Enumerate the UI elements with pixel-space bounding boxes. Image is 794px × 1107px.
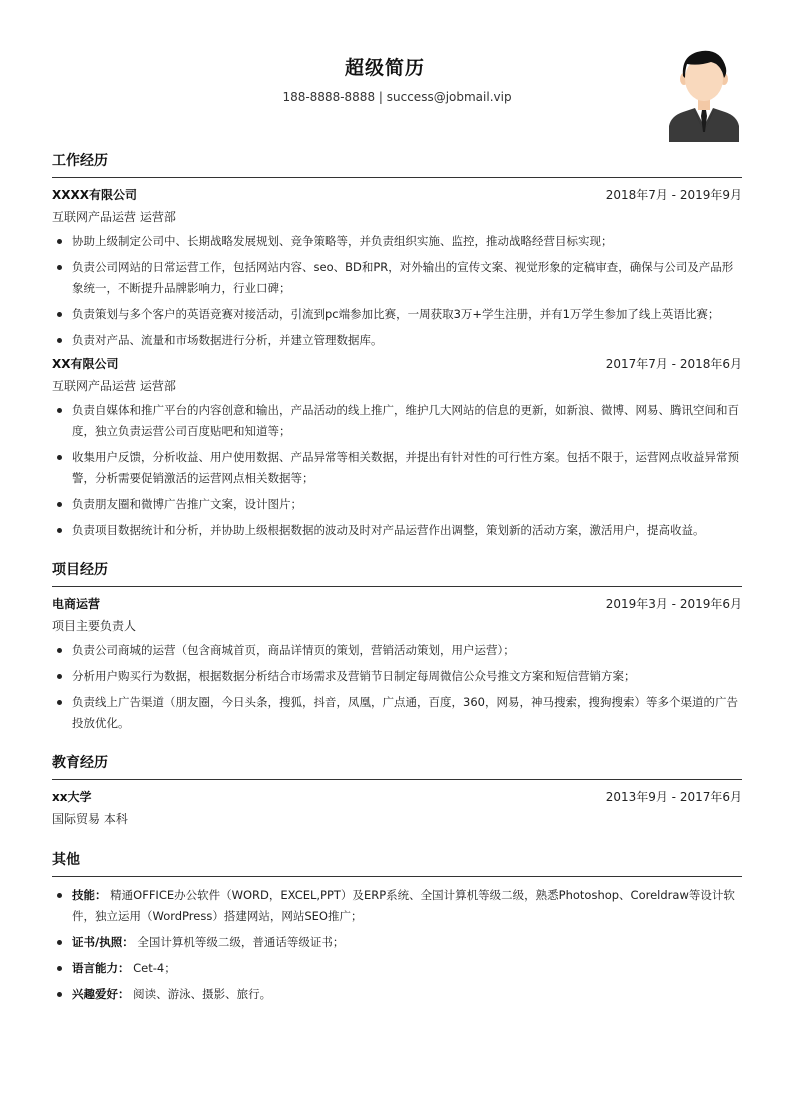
list-item — [52, 494, 742, 515]
list-item — [52, 932, 742, 953]
bullet-list — [52, 885, 742, 1005]
job-role: 互联网产品运营 运营部 — [52, 379, 176, 393]
list-item — [52, 640, 742, 661]
bullet-text: 收集用户反馈，分析收益、用户使用数据、产品异常等相关数据，并提出有针对性的可行性方案。包括不限于，运营网点收益异常预警，分析需要促销激活的运营网点相关数据等； — [72, 450, 739, 485]
list-item — [52, 958, 742, 979]
education-entry — [52, 789, 742, 827]
list-item — [52, 666, 742, 687]
bullet-icon — [57, 648, 62, 653]
bullet-text: 负责自媒体和推广平台的内容创意和输出，产品活动的线上推广，维护几大网站的信息的更新，如新浪、微博、网易、腾讯空间和百度，独立负责运营公司百度贴吧和知道等； — [72, 403, 739, 438]
list-item — [52, 885, 742, 927]
date-range: 2018年7月 - 2019年9月 — [605, 188, 742, 202]
bullet-icon — [57, 265, 62, 270]
work-section — [52, 150, 742, 541]
list-item — [52, 400, 742, 442]
date-range: 2013年9月 - 2017年6月 — [605, 790, 742, 804]
bullet-text: 负责策划与多个客户的英语竞赛对接活动，引流到pc端参加比赛，一周获取3万+学生注册，并有1万学生参加了线上英语比赛； — [72, 307, 720, 321]
item-label: 语言能力： — [72, 961, 130, 975]
resume-name: 超级简历 — [344, 57, 425, 79]
major-degree: 国际贸易 本科 — [52, 812, 128, 826]
bullet-icon — [57, 674, 62, 679]
item-text: 阅读、游泳、摄影、旅行。 — [133, 987, 272, 1001]
bullet-icon — [57, 502, 62, 507]
list-item — [52, 257, 742, 299]
list-item — [52, 692, 742, 734]
item-label: 证书/执照： — [72, 935, 134, 949]
other-section — [52, 849, 742, 1005]
project-name: 电商运营 — [52, 597, 101, 611]
resume-header — [52, 0, 742, 150]
bullet-text: 负责公司网站的日常运营工作，包括网站内容、seo、BD和PR，对外输出的宣传文案、视觉形象的定稿审查，确保与公司及产品形象统一，不断提升品牌影响力，行业口碑； — [72, 260, 734, 295]
list-item — [52, 447, 742, 489]
bullet-text: 负责项目数据统计和分析，并协助上级根据数据的波动及时对产品运营作出调整，策划新的活动方案，激活用户，提高收益。 — [72, 523, 705, 537]
bullet-list — [52, 231, 742, 351]
bullet-text: 负责公司商城的运营（包含商城首页，商品详情页的策划，营销活动策划，用户运营）； — [72, 643, 515, 657]
list-item — [52, 984, 742, 1005]
bullet-icon — [57, 312, 62, 317]
section-title: 工作经历 — [52, 150, 742, 178]
education-section — [52, 752, 742, 827]
resume-page — [52, 0, 742, 1010]
section-title: 教育经历 — [52, 752, 742, 780]
bullet-icon — [57, 966, 62, 971]
section-title: 其他 — [52, 849, 742, 877]
list-item — [52, 304, 742, 325]
list-item — [52, 330, 742, 351]
bullet-text: 协助上级制定公司中、长期战略发展规划、竞争策略等，并负责组织实施、监控，推动战略经营目标实现； — [72, 234, 613, 248]
bullet-icon — [57, 239, 62, 244]
bullet-text: 负责对产品、流量和市场数据进行分析，并建立管理数据库。 — [72, 333, 383, 347]
bullet-icon — [57, 893, 62, 898]
item-text: 全国计算机等级二级，普通话等级证书； — [137, 935, 345, 949]
bullet-list — [52, 400, 742, 541]
projects-section — [52, 559, 742, 734]
date-range: 2017年7月 - 2018年6月 — [605, 357, 742, 371]
project-entry — [52, 596, 742, 734]
bullet-text: 负责朋友圈和微博广告推广文案，设计图片； — [72, 497, 302, 511]
bullet-text: 分析用户购买行为数据，根据数据分析结合市场需求及营销节日制定每周微信公众号推文方案和短信营销方案； — [72, 669, 636, 683]
contact-info: 188-8888-8888 | success@jobmail.vip — [282, 90, 512, 104]
bullet-icon — [57, 700, 62, 705]
person-avatar-icon — [669, 46, 739, 142]
item-text: 精通OFFICE办公软件（WORD，EXCEL,PPT）及ERP系统、全国计算机等级二级，熟悉Photoshop、Coreldraw等设计软件，独立运用（WordPress）搭建网站，网站SEO推广； — [72, 888, 735, 923]
company-name: XXXX有限公司 — [52, 188, 138, 202]
bullet-icon — [57, 455, 62, 460]
bullet-icon — [57, 992, 62, 997]
section-title: 项目经历 — [52, 559, 742, 587]
bullet-icon — [57, 940, 62, 945]
item-text: Cet-4； — [133, 961, 176, 975]
bullet-text: 负责线上广告渠道（朋友圈，今日头条，搜狐，抖音，凤凰，广点通，百度，360，网易，神马搜索，搜狗搜索）等多个渠道的广告投放优化。 — [72, 695, 738, 730]
item-label: 技能： — [72, 888, 107, 902]
list-item — [52, 520, 742, 541]
job-role: 互联网产品运营 运营部 — [52, 210, 176, 224]
list-item — [52, 231, 742, 252]
bullet-icon — [57, 338, 62, 343]
school-name: xx大学 — [52, 790, 92, 804]
bullet-list — [52, 640, 742, 734]
bullet-icon — [57, 408, 62, 413]
project-role: 项目主要负责人 — [52, 619, 137, 633]
item-label: 兴趣爱好： — [72, 987, 130, 1001]
bullet-icon — [57, 528, 62, 533]
company-name: XX有限公司 — [52, 357, 119, 371]
work-entry — [52, 356, 742, 541]
work-entry — [52, 187, 742, 351]
date-range: 2019年3月 - 2019年6月 — [605, 597, 742, 611]
